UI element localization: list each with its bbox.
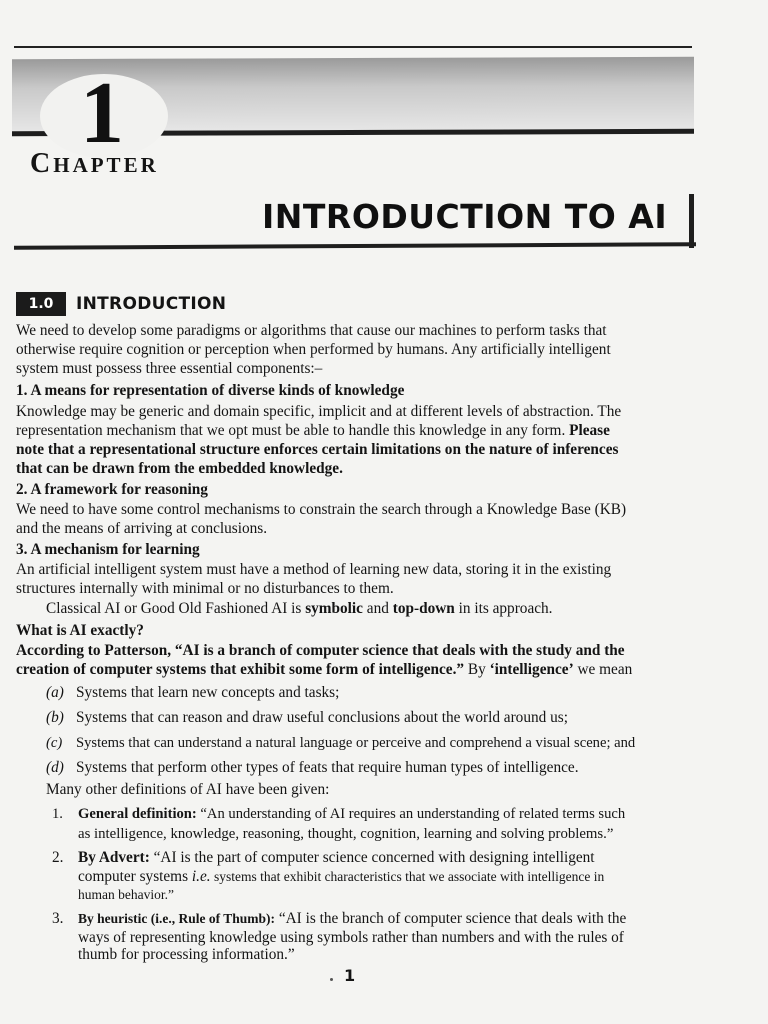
paragraph-line	[16, 422, 610, 440]
subheading-reasoning: 2. A framework for reasoning	[16, 481, 208, 498]
definition-text: “AI is the branch of computer science that deals with the	[275, 910, 627, 927]
list-marker: (d)	[46, 759, 64, 776]
list-text: Systems that can reason and draw useful conclusions about the world around us;	[76, 709, 568, 726]
list-item	[46, 759, 579, 777]
definition-line: thumb for processing information.”	[78, 946, 295, 963]
paragraph-line	[16, 661, 632, 679]
paragraph-line: otherwise require cognition or perception when performed by humans. Any artificially intelligent	[16, 341, 611, 358]
definition-item	[52, 910, 626, 928]
paragraph-line: An artificial intelligent system must have a method of learning new data, storing it in the existing	[16, 561, 612, 578]
definition-label: By heuristic (i.e., Rule of Thumb):	[78, 911, 276, 926]
paragraph-line: and the means of arriving at conclusions.	[16, 520, 268, 537]
list-marker: (a)	[46, 684, 64, 701]
top-rule	[14, 46, 692, 48]
paragraph-line: structures internally with minimal or no disturbances to them.	[16, 580, 394, 597]
subheading-what-is-ai: What is AI exactly?	[16, 622, 144, 639]
list-marker: (b)	[46, 709, 64, 726]
paragraph-line: system must possess three essential components:–	[16, 360, 323, 377]
paragraph-line	[46, 600, 553, 618]
chapter-label	[30, 148, 159, 180]
text-span: computer systems	[78, 868, 192, 885]
section-number-badge: 1.0	[16, 292, 66, 316]
definition-item	[52, 805, 625, 823]
paragraph-line: Knowledge may be generic and domain specific, implicit and at different levels of abstraction. The	[16, 403, 622, 420]
text-span: Classical AI or Good Old Fashioned AI is	[46, 600, 306, 617]
subheading-learning: 3. A mechanism for learning	[16, 541, 200, 558]
definition-text: “AI is the part of computer science concerned with designing intelligent	[149, 849, 595, 866]
title-bar-edge	[689, 194, 694, 248]
bold-span: creation of computer systems that exhibit some form of intelligence.”	[16, 661, 465, 678]
list-text: Systems that can understand a natural language or perceive and comprehend a visual scene; and	[76, 735, 636, 751]
definition-label: By Advert:	[78, 849, 150, 866]
list-marker: (c)	[46, 735, 63, 751]
chapter-label-initial: C	[30, 148, 54, 179]
definitions-intro: Many other definitions of AI have been given:	[46, 781, 330, 798]
paragraph-line: We need to have some control mechanisms to constrain the search through a Knowledge Base (KB)	[16, 501, 627, 518]
section-title: INTRODUCTION	[76, 294, 227, 314]
bold-span: top-down	[392, 600, 455, 617]
bold-span: ‘intelligence’	[489, 661, 574, 678]
title-bar	[14, 242, 696, 250]
paragraph-line: that can be drawn from the embedded knowledge.	[16, 460, 343, 477]
bold-span: Please	[569, 422, 610, 439]
chapter-title: INTRODUCTION TO AI	[262, 197, 668, 236]
definition-line: human behavior.”	[78, 887, 174, 902]
paragraph-line: note that a representational structure enforces certain limitations on the nature of inferences	[16, 441, 619, 458]
definition-number: 2.	[52, 849, 64, 866]
definition-text: “An understanding of AI requires an understanding of related terms such	[196, 806, 626, 822]
list-text: Systems that perform other types of feats that require human types of intelligence.	[76, 759, 579, 776]
text-span: By	[464, 661, 490, 678]
definition-line	[78, 868, 604, 886]
text-span: we mean	[573, 661, 633, 678]
text-span: representation mechanism that we opt must be able to handle this knowledge in any form.	[16, 422, 570, 439]
text-span: in its approach.	[454, 600, 553, 617]
list-item	[46, 709, 568, 727]
subheading-knowledge: 1. A means for representation of diverse kinds of knowledge	[16, 382, 405, 399]
text-span: and	[362, 600, 393, 617]
text-span: systems that exhibit characteristics that we associate with intelligence in	[210, 869, 605, 884]
bold-span: symbolic	[305, 600, 363, 617]
definition-item	[52, 849, 595, 867]
page-number: 1	[344, 966, 356, 985]
chapter-number: 1	[80, 65, 124, 162]
chapter-label-rest: HAPTER	[53, 153, 159, 177]
definition-number: 3.	[52, 910, 64, 927]
list-item	[46, 684, 339, 702]
definition-line: as intelligence, knowledge, reasoning, thought, cognition, learning and solving problems.”	[78, 826, 614, 842]
italic-span: i.e.	[191, 868, 211, 885]
definition-line: ways of representing knowledge using symbols rather than numbers and with the rules of	[78, 929, 624, 946]
definition-number: 1.	[52, 806, 63, 822]
list-item	[46, 734, 635, 752]
page-speck	[330, 978, 333, 981]
definition-label: General definition:	[78, 806, 197, 822]
list-text: Systems that learn new concepts and tasks;	[76, 684, 340, 701]
paragraph-line: We need to develop some paradigms or algorithms that cause our machines to perform tasks that	[16, 322, 607, 339]
paragraph-line: According to Patterson, “AI is a branch of computer science that deals with the study and the	[16, 642, 625, 659]
